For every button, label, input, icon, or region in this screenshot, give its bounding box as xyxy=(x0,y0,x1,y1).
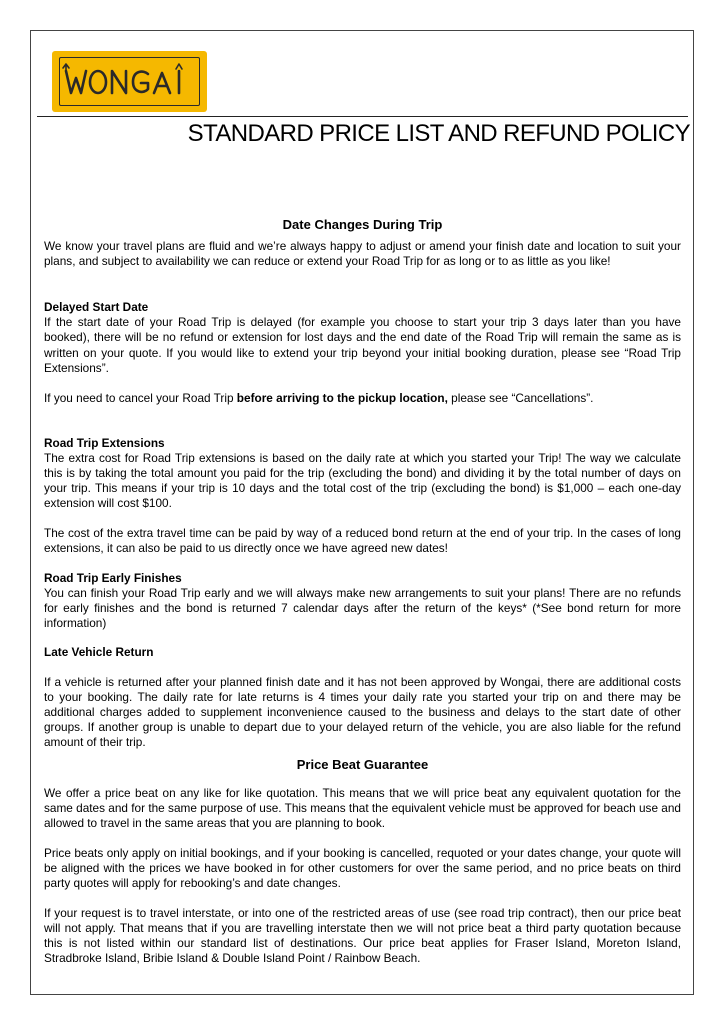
cancel-note xyxy=(44,391,681,406)
extensions-heading: Road Trip Extensions xyxy=(44,435,165,450)
logo-mark xyxy=(52,51,207,112)
extensions-body-2: The cost of the extra travel time can be paid by way of a reduced bond return at the end of your trip. In the cases of long extensions, it can also be paid to us directly once we have agreed new dates! xyxy=(44,526,681,556)
policy-content xyxy=(44,217,681,966)
extensions-body-1: The extra cost for Road Trip extensions is based on the daily rate at which you started your Trip! The way we calculate this is by taking the total amount you paid for the trip (excluding the bond) and dividing it by the total number of days on your trip. This means if your trip is 10 days and the total cost of the trip (excluding the bond) is $1,000 – each one-day extension will cost $100. xyxy=(44,450,681,511)
date-changes-heading: Date Changes During Trip xyxy=(282,217,443,232)
price-beat-heading: Price Beat Guarantee xyxy=(296,757,429,773)
delayed-start-body: If the start date of your Road Trip is delayed (for example you choose to start your trip 3 days later than you have booked), there will be no refund or extension for lost days and the end date of the Road Trip will remain the same as is written on your quote. If you would like to extend your trip beyond your initial booking duration, please see “Road Trip Extensions”. xyxy=(44,315,681,375)
early-finish-heading: Road Trip Early Finishes xyxy=(44,570,182,585)
late-return-body: If a vehicle is returned after your planned finish date and it has not been approved by Wongai, there are additional costs to your booking. The daily rate for late returns is 4 times your daily rate you started your trip on and there may be additional charges added to supplement inconvenience caused to the business and delays to the start date of other groups. If another group is unable to depart due to your delayed return of the vehicle, you are also liable for the refund amount of their trip. xyxy=(44,674,681,750)
early-finish-body: You can finish your Road Trip early and we will always make new arrangements to suit your plans! There are no refunds for early finishes and the bond is returned 7 calendar days after the return of the keys* (*See bond return for more information) xyxy=(44,585,681,630)
price-beat-body-1: We offer a price beat on any like for like quotation. This means that we will price beat any equivalent quotation for the same dates and for the same purpose of use. This means that the equivalent vehicle must be approved for beach use and allowed to travel in the same areas that you are planning to book. xyxy=(44,785,681,830)
page-title: STANDARD PRICE LIST AND REFUND POLICY xyxy=(187,120,690,147)
cancel-note-bold: before arriving to the pickup location, xyxy=(236,390,448,405)
cancel-note-pre: If you need to cancel your Road Trip xyxy=(44,390,237,405)
price-beat-body-2: Price beats only apply on initial bookings, and if your booking is cancelled, requoted or your dates change, your quote will be aligned with the prices we have booked in for other customers for over the same period, and no price beats on third party quotes will apply for rebooking’s and date changes. xyxy=(44,845,681,890)
late-return-heading: Late Vehicle Return xyxy=(44,644,154,659)
price-beat-body-3: If your request is to travel interstate, or into one of the restricted areas of use (see road trip contract), then our price beat will not apply. That means that if you are travelling interstate then we will not price beat a third party quotation because this is not listed within our standard list of destinations. Our price beat applies for Fraser Island, Moreton Island, Stradbroke Island, Bribie Island & Double Island Point / Rainbow Beach. xyxy=(44,906,681,966)
title-rule xyxy=(37,116,688,117)
cancel-note-post: please see “Cancellations”. xyxy=(447,390,594,405)
delayed-start-heading: Delayed Start Date xyxy=(44,300,149,315)
date-changes-body: We know your travel plans are fluid and we’re always happy to adjust or amend your finish date and location to suit your plans, and subject to availability we can reduce or extend your Road Trip for as long or to as little as you like! xyxy=(44,239,681,269)
wongai-logo xyxy=(52,51,207,112)
